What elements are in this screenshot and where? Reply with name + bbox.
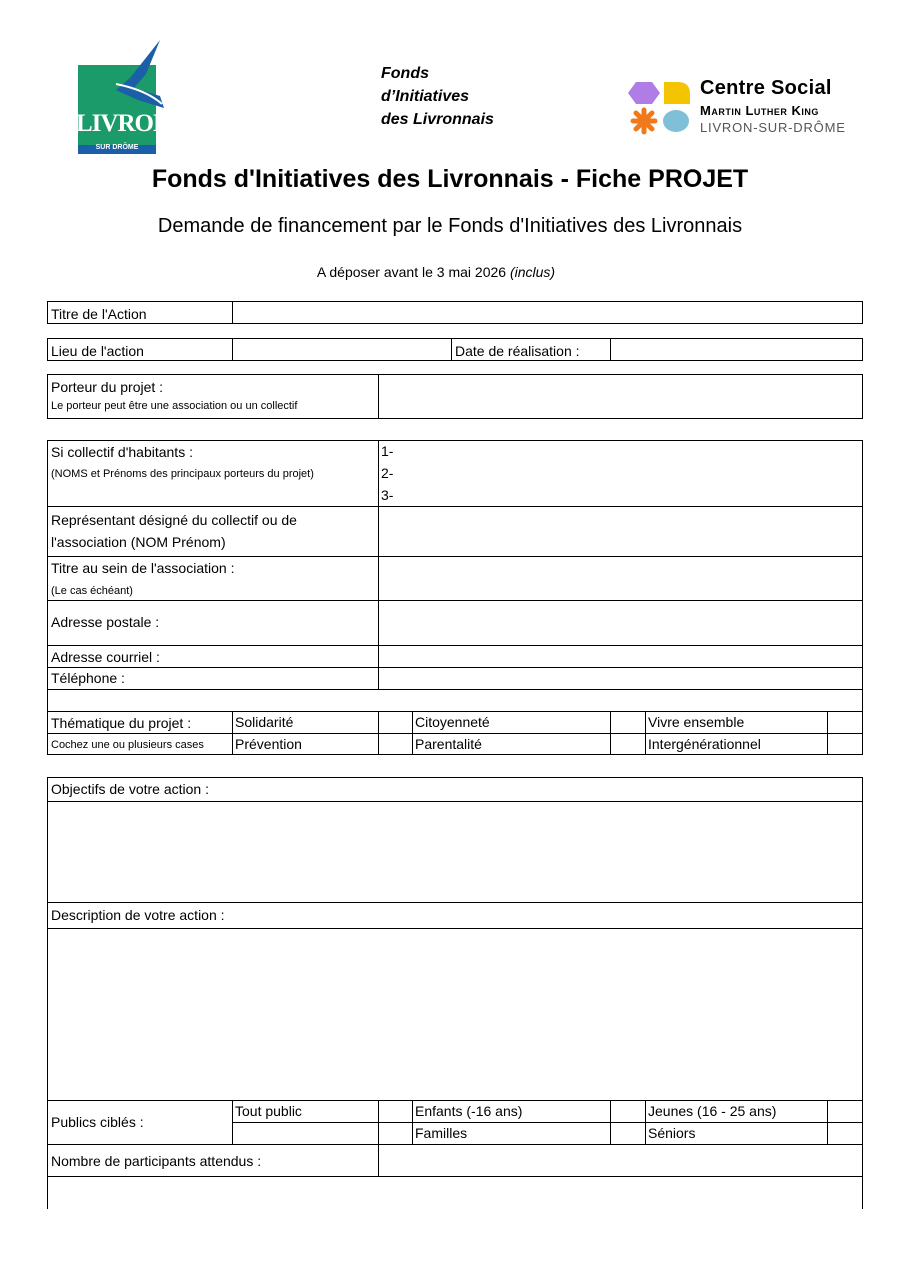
centre-social-logo-shapes — [628, 80, 692, 136]
porteur-note: Le porteur peut être une association ou un collectif — [51, 400, 298, 412]
representant-field[interactable] — [379, 507, 862, 555]
date-realisation-field[interactable] — [610, 338, 863, 361]
telephone-label: Téléphone : — [51, 670, 125, 686]
checkbox-jeunes[interactable] — [828, 1101, 862, 1122]
livron-logo-subtext: SUR DRÔME — [95, 144, 139, 151]
checkbox-tout-public[interactable] — [379, 1101, 412, 1122]
deadline-note: (inclus) — [509, 264, 556, 280]
titre-association-field[interactable] — [379, 557, 862, 599]
collectif-number-2: 2- — [381, 465, 394, 481]
adresse-courriel-field[interactable] — [379, 646, 862, 666]
fonds-title-block — [381, 62, 494, 131]
adresse-courriel-label: Adresse courriel : — [51, 649, 160, 665]
page-subtitle: Demande de financement par le Fonds d'Initiatives des Livronnais — [157, 215, 743, 237]
checkbox-solidarite[interactable] — [379, 712, 412, 733]
deadline-main: A déposer avant le 3 mai 2026 — [316, 264, 510, 280]
centre-social-name: Centre Social — [700, 77, 832, 99]
checkbox-citoyennete[interactable] — [611, 712, 645, 733]
public-familles: Familles — [415, 1125, 468, 1141]
theme-vivre-ensemble: Vivre ensemble — [648, 714, 745, 730]
collectif-number-3: 3- — [381, 487, 394, 503]
participants-label: Nombre de participants attendus : — [51, 1153, 262, 1169]
public-seniors: Séniors — [648, 1125, 696, 1141]
representant-label-line-1: Représentant désigné du collectif ou de — [51, 512, 297, 528]
theme-parentalite: Parentalité — [415, 736, 482, 752]
fonds-line-3: des Livronnais — [381, 111, 494, 128]
titre-action-field[interactable] — [232, 301, 863, 324]
fonds-line-1: Fonds — [381, 65, 429, 82]
livron-logo — [76, 38, 171, 154]
porteur-field[interactable] — [378, 374, 863, 419]
collectif-field[interactable] — [379, 441, 862, 505]
checkbox-parentalite[interactable] — [611, 734, 645, 754]
lieu-action-field[interactable] — [232, 338, 452, 361]
collectif-number-1: 1- — [381, 443, 394, 459]
page-title: Fonds d'Initiatives des Livronnais - Fiche PROJET — [151, 165, 749, 193]
participants-field[interactable] — [379, 1145, 862, 1176]
titre-association-label: Titre au sein de l'association : — [51, 560, 235, 576]
representant-label-line-2: l'association (NOM Prénom) — [51, 534, 226, 550]
titre-action-label: Titre de l'Action — [47, 301, 233, 324]
objectifs-field[interactable] — [48, 802, 862, 901]
next-section-field[interactable] — [48, 1177, 862, 1209]
public-tout-public: Tout public — [235, 1103, 302, 1119]
theme-prevention: Prévention — [235, 736, 302, 752]
checkbox-seniors[interactable] — [828, 1123, 862, 1144]
public-enfants: Enfants (-16 ans) — [415, 1103, 523, 1119]
checkbox-prevention[interactable] — [379, 734, 412, 754]
thematique-note: Cochez une ou plusieurs cases — [51, 739, 204, 751]
description-label: Description de votre action : — [51, 907, 225, 923]
fonds-line-2: d’Initiatives — [381, 88, 470, 105]
theme-intergenerationnel: Intergénérationnel — [648, 736, 761, 752]
centre-social-subname: Martin Luther King — [700, 103, 819, 118]
checkbox-intergenerationnel[interactable] — [828, 734, 862, 754]
centre-social-city: LIVRON-SUR-DRÔME — [700, 120, 846, 135]
adresse-postale-label: Adresse postale : — [51, 614, 160, 630]
collectif-label: Si collectif d'habitants : — [51, 444, 193, 460]
livron-logo-text: LIVRON — [76, 110, 171, 137]
date-realisation-label: Date de réalisation : — [451, 338, 611, 361]
objectifs-label: Objectifs de votre action : — [51, 781, 209, 797]
telephone-field[interactable] — [379, 668, 862, 688]
collectif-note: (NOMS et Prénoms des principaux porteurs du projet) — [51, 468, 314, 480]
adresse-postale-field[interactable] — [379, 601, 862, 644]
titre-association-note: (Le cas échéant) — [51, 585, 133, 597]
lieu-action-label: Lieu de l'action — [47, 338, 233, 361]
theme-solidarite: Solidarité — [235, 714, 294, 730]
checkbox-enfants[interactable] — [611, 1101, 645, 1122]
checkbox-familles[interactable] — [611, 1123, 645, 1144]
thematique-label: Thématique du projet : — [51, 715, 192, 731]
public-jeunes: Jeunes (16 - 25 ans) — [648, 1103, 777, 1119]
theme-citoyennete: Citoyenneté — [415, 714, 490, 730]
deadline-text — [0, 264, 872, 280]
description-field[interactable] — [48, 929, 862, 1099]
porteur-label: Porteur du projet : Le porteur peut être une association ou un collectif — [47, 374, 379, 419]
publics-label: Publics ciblés : — [51, 1114, 144, 1130]
checkbox-vivre-ensemble[interactable] — [828, 712, 862, 733]
